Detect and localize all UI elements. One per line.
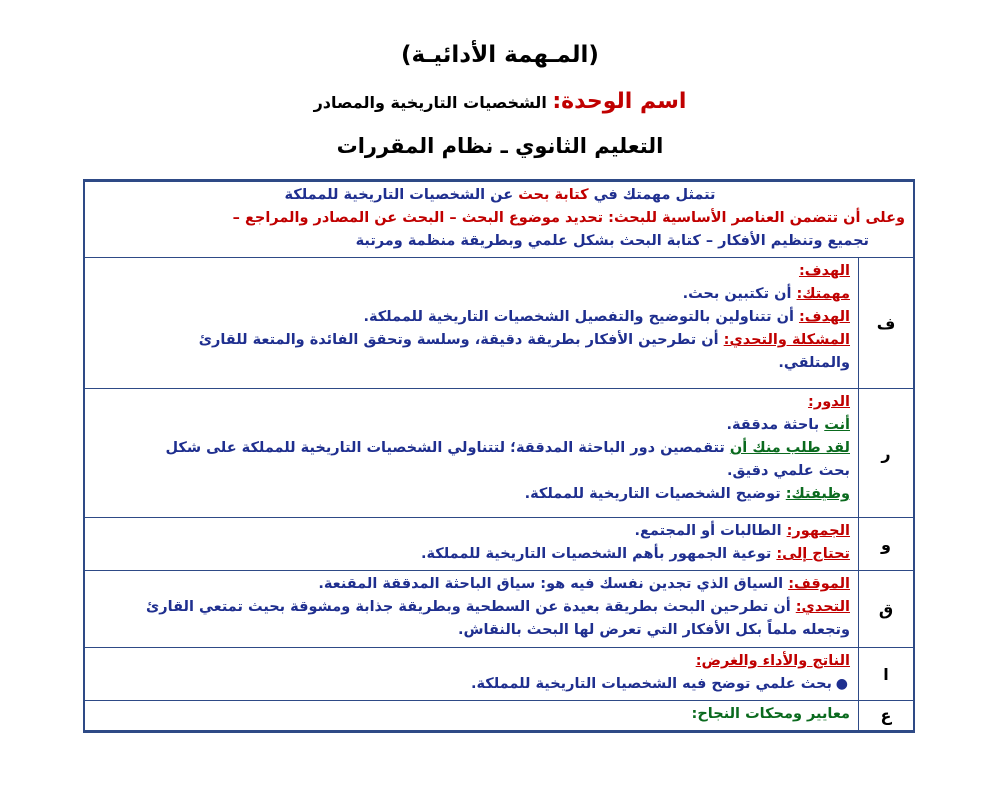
- intro-text-2b: تتضمن العناصر الأساسية للبحث:: [608, 210, 839, 226]
- row-product: [84, 648, 914, 701]
- criteria-content: [84, 701, 859, 732]
- unit-value: الشخصيات التاريخية والمصادر: [313, 93, 547, 112]
- row-letter: ع: [859, 701, 915, 732]
- goal-heading: الهدف:: [798, 263, 850, 279]
- page-subtitle: التعليم الثانوي ـ نظام المقررات: [336, 134, 664, 158]
- intro-text-1b: كتابة بحث: [518, 187, 589, 203]
- asked-value: تتقمصين دور الباحثة المدققة؛ لتتناولي الشخصيات التاريخية للمملكة على شكل: [165, 440, 730, 456]
- row-criteria: [84, 701, 914, 732]
- challenge-value-cont: والمتلقي.: [778, 355, 850, 371]
- situation-label: الموقف:: [788, 576, 850, 592]
- intro-cell: [84, 181, 914, 258]
- intro-line-1: [95, 184, 905, 207]
- audience-label: الجمهور:: [786, 523, 850, 539]
- need-value: توعية الجمهور بأهم الشخصيات التاريخية للمملكة.: [420, 546, 777, 562]
- row-situation: [84, 571, 914, 648]
- goal-content: [84, 258, 859, 389]
- intro-text-2c: تحديد موضوع البحث – البحث عن المصادر والمراجع –: [232, 210, 609, 226]
- page-title: (المـهمة الأدائيـة): [401, 42, 599, 68]
- asked-value-cont: بحث علمي دقيق.: [727, 463, 850, 479]
- criteria-label: معايير ومحكات النجاح:: [691, 706, 850, 722]
- challenge2-label: التحدي:: [795, 599, 850, 615]
- situation-content: [84, 571, 859, 648]
- row-audience: [84, 518, 914, 571]
- row-letter: ف: [859, 258, 915, 389]
- intro-text-1a: تتمثل مهمتك في: [588, 187, 716, 203]
- unit-label: اسم الوحدة:: [552, 89, 687, 114]
- goal-value: أن تتناولين بالتوضيح والتفصيل الشخصيات التاريخية للمملكة.: [363, 309, 799, 325]
- intro-line-2: [95, 207, 905, 230]
- unit-name: [0, 89, 1000, 114]
- challenge2-value: أن تطرحين البحث بطريقة بعيدة عن السطحية وبطريقة جذابة ومشوقة بحيث تمتعي القارئ: [146, 599, 796, 615]
- challenge-value: أن تطرحين الأفكار بطريقة دقيقة، وسلسة وتحقق الفائدة والمتعة للقارئ: [198, 332, 724, 348]
- job-value: توضيح الشخصيات التاريخية للمملكة.: [524, 486, 786, 502]
- task-label: مهمتك:: [796, 286, 850, 302]
- intro-row: [84, 181, 914, 258]
- product-content: [84, 648, 859, 701]
- intro-text-1c: عن الشخصيات التاريخية للمملكة: [284, 187, 519, 203]
- task-table: [83, 179, 915, 733]
- row-role: [84, 389, 914, 518]
- row-letter: ق: [859, 571, 915, 648]
- goal-label: الهدف:: [798, 309, 850, 325]
- audience-value: الطالبات أو المجتمع.: [634, 523, 787, 539]
- need-label: تحتاج إلى:: [776, 546, 850, 562]
- product-item: [95, 673, 850, 696]
- challenge2-value-cont: وتجعله ملماً بكل الأفكار التي تعرض لها البحث بالنقاش.: [458, 622, 850, 638]
- row-goal: [84, 258, 914, 389]
- you-value: باحثة مدققة.: [726, 417, 825, 433]
- intro-text-2a: وعلى أن: [838, 210, 905, 226]
- asked-label: لقد طلب منك أن: [729, 440, 850, 456]
- row-letter: ا: [859, 648, 915, 701]
- job-label: وظيفتك:: [785, 486, 850, 502]
- role-heading: الدور:: [808, 394, 850, 410]
- bullet-icon: ●: [835, 676, 848, 692]
- product-value: بحث علمي توضح فيه الشخصيات التاريخية للمملكة.: [471, 676, 832, 692]
- audience-content: [84, 518, 859, 571]
- you-label: أنت: [824, 417, 850, 433]
- task-value: أن تكتبين بحث.: [682, 286, 797, 302]
- row-letter: ر: [859, 389, 915, 518]
- situation-value: السياق الذي تجدين نفسك فيه هو: سياق الباحثة المدققة المقنعة.: [318, 576, 789, 592]
- challenge-label: المشكلة والتحدي:: [723, 332, 850, 348]
- role-content: [84, 389, 859, 518]
- product-label: الناتج والأداء والغرض:: [695, 653, 850, 669]
- intro-line-3: تجميع وتنظيم الأفكار – كتابة البحث بشكل علمي وبطريقة منظمة ومرتبة: [355, 233, 869, 249]
- row-letter: و: [859, 518, 915, 571]
